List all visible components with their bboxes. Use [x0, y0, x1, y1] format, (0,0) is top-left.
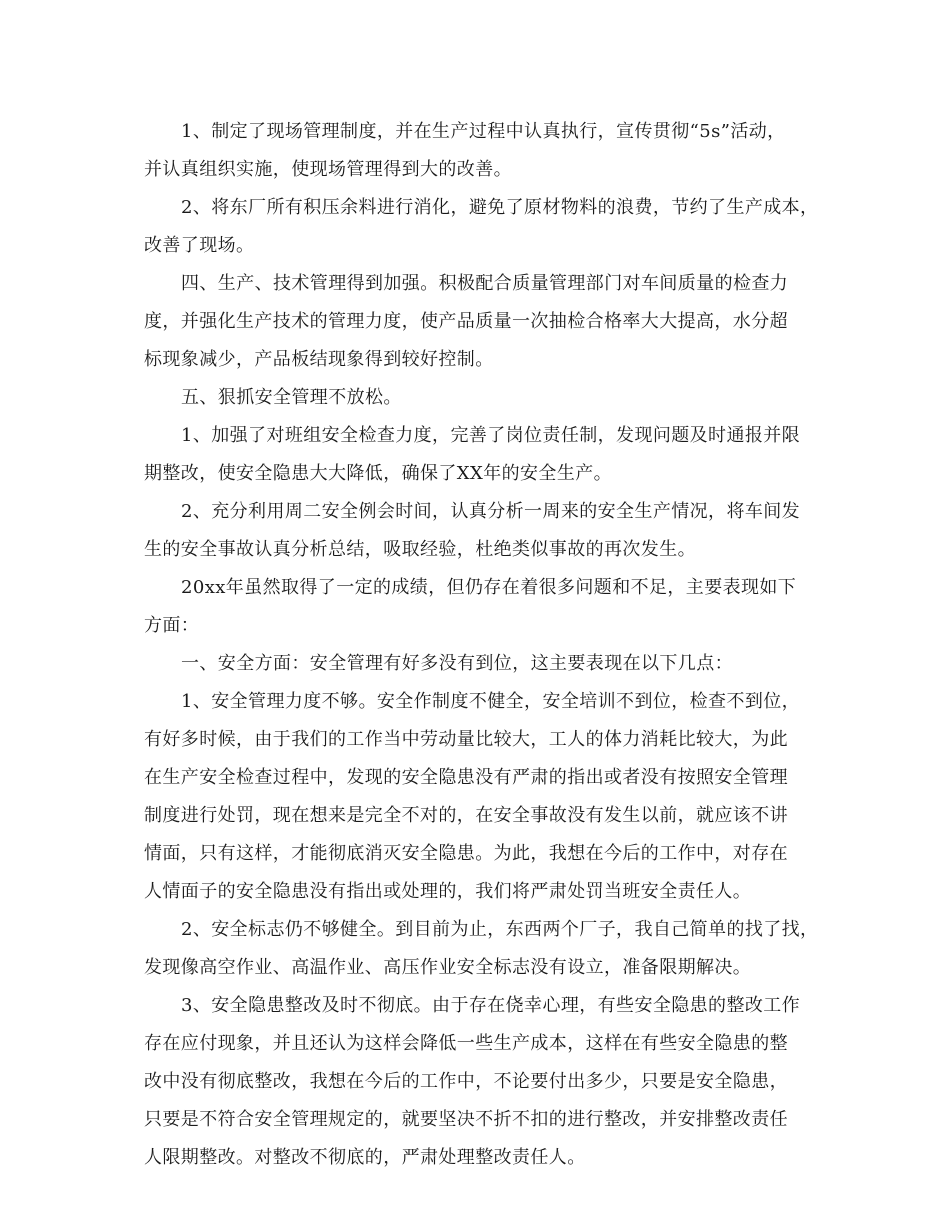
paragraph-line: 2、安全标志仍不够健全。到目前为止，东西两个厂子，我自己简单的找了找，	[181, 919, 819, 940]
paragraph-line: 2、充分利用周二安全例会时间，认真分析一周来的安全生产情况，将车间发	[181, 501, 801, 522]
paragraph-line: 制度进行处罚，现在想来是完全不对的，在安全事故没有发生以前，就应该不讲	[144, 805, 788, 826]
paragraph-line: 并认真组织实施，使现场管理得到大的改善。	[144, 159, 512, 180]
paragraph-line: 生的安全事故认真分析总结，吸取经验，杜绝类似事故的再次发生。	[144, 539, 696, 560]
paragraph-line: 改善了现场。	[144, 235, 255, 256]
paragraph-line: 人限期整改。对整改不彻底的，严肃处理整改责任人。	[144, 1147, 586, 1168]
paragraph-line: 20xx年虽然取得了一定的成绩，但仍存在着很多问题和不足，主要表现如下	[181, 577, 797, 598]
paragraph-line: 2、将东厂所有积压余料进行消化，避免了原材物料的浪费，节约了生产成本，	[181, 197, 819, 218]
paragraph-line: 五、狠抓安全管理不放松。	[181, 387, 402, 408]
paragraph-line: 3、安全隐患整改及时不彻底。由于存在侥幸心理，有些安全隐患的整改工作	[181, 995, 801, 1016]
paragraph-line: 标现象减少，产品板结现象得到较好控制。	[144, 349, 494, 370]
paragraph-line: 发现像高空作业、高温作业、高压作业安全标志没有设立，准备限期解决。	[144, 957, 752, 978]
paragraph-line: 方面：	[144, 615, 200, 636]
paragraph-line: 四、生产、技术管理得到加强。积极配合质量管理部门对车间质量的检查力	[181, 273, 789, 294]
paragraph-line: 一、安全方面：安全管理有好多没有到位，这主要表现在以下几点：	[181, 653, 733, 674]
paragraph-line: 在生产安全检查过程中，发现的安全隐患没有严肃的指出或者没有按照安全管理	[144, 767, 788, 788]
paragraph-line: 情面，只有这样，才能彻底消灭安全隐患。为此，我想在今后的工作中，对存在	[144, 843, 788, 864]
paragraph-line: 存在应付现象，并且还认为这样会降低一些生产成本，这样在有些安全隐患的整	[144, 1033, 788, 1054]
paragraph-line: 1、安全管理力度不够。安全作制度不健全，安全培训不到位，检查不到位，	[181, 691, 801, 712]
paragraph-line: 1、加强了对班组安全检查力度，完善了岗位责任制，发现问题及时通报并限	[181, 425, 801, 446]
paragraph-line: 期整改，使安全隐患大大降低，确保了XX年的安全生产。	[144, 463, 613, 484]
paragraph-line: 度，并强化生产技术的管理力度，使产品质量一次抽检合格率大大提高，水分超	[144, 311, 788, 332]
paragraph-line: 只要是不符合安全管理规定的，就要坚决不折不扣的进行整改，并安排整改责任	[144, 1109, 788, 1130]
paragraph-line: 改中没有彻底整改，我想在今后的工作中，不论要付出多少，只要是安全隐患，	[144, 1071, 788, 1092]
paragraph-line: 人情面子的安全隐患没有指出或处理的，我们将严肃处罚当班安全责任人。	[144, 881, 752, 902]
paragraph-line: 1、制定了现场管理制度，并在生产过程中认真执行，宣传贯彻“5s”活动，	[181, 121, 786, 142]
paragraph-line: 有好多时候，由于我们的工作当中劳动量比较大，工人的体力消耗比较大，为此	[144, 729, 788, 750]
